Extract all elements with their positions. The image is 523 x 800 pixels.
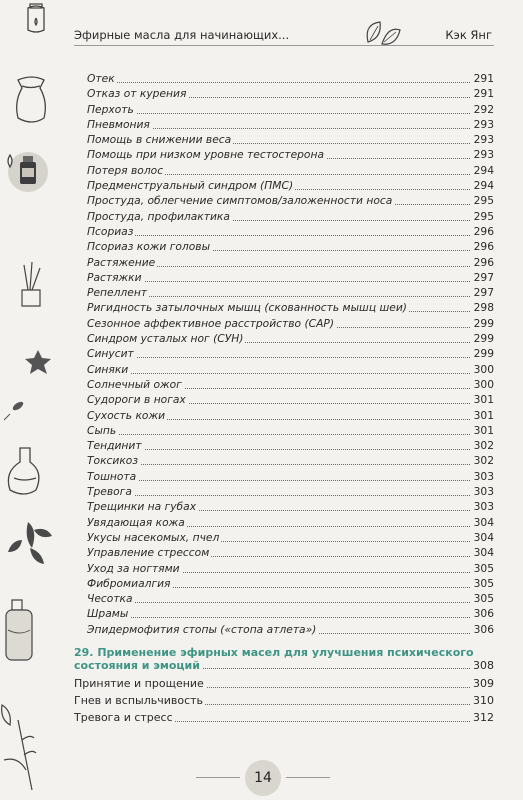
toc-entry-page: 294 [471, 163, 494, 178]
footer-rule-right [286, 777, 330, 778]
toc-entry-title: Растяжки [74, 270, 144, 285]
chapter-title-line2: состояния и эмоций [74, 658, 200, 672]
dot-leader [87, 602, 472, 603]
toc-entry-title: Трещинки на губах [74, 499, 198, 514]
toc-entry-title: Шрамы [74, 606, 130, 621]
dot-leader [87, 281, 472, 282]
toc-entry-page: 312 [470, 709, 494, 726]
lavender-sprig-icon [4, 400, 25, 420]
toc-entry-title: Гнев и вспыльчивость [74, 693, 204, 707]
toc-entry-title: Укусы насекомых, пчел [74, 530, 221, 545]
toc-entry-title: Синдром усталых ног (СУН) [74, 331, 245, 346]
toc-entry[interactable] [74, 255, 494, 270]
toc-entry-page: 300 [471, 362, 494, 377]
toc-entry-title: Псориаз кожи головы [74, 239, 212, 254]
dot-leader [87, 235, 472, 236]
toc-entry[interactable] [74, 163, 494, 178]
toc-entry-page: 302 [471, 453, 494, 468]
toc-entry-page: 303 [471, 499, 494, 514]
toc-entry-page: 295 [471, 193, 494, 208]
reed-diffuser-icon [22, 262, 40, 306]
toc-entry-title: Простуда, профилактика [74, 209, 232, 224]
toc-entry-page: 294 [471, 178, 494, 193]
dot-leader [87, 480, 472, 481]
toc-entry[interactable] [74, 515, 494, 530]
header-rule [74, 45, 494, 46]
toc-entry-title: Псориаз [74, 224, 135, 239]
toc-entry-page: 304 [471, 515, 494, 530]
dot-leader [87, 357, 472, 358]
toc-entry[interactable] [74, 484, 494, 499]
toc-entry-page: 305 [471, 576, 494, 591]
toc-entry-page: 299 [471, 316, 494, 331]
toc-entry[interactable] [74, 499, 494, 514]
toc-entry-title: Синяки [74, 362, 130, 377]
toc-entry-page: 299 [471, 346, 494, 361]
toc-entry-title: Тревога и стресс [74, 710, 173, 724]
dot-leader [87, 82, 472, 83]
toc-entry[interactable] [74, 438, 494, 453]
toc-entry-page: 298 [471, 300, 494, 315]
toc-entry[interactable] [74, 377, 494, 392]
toc-entry-page: 296 [471, 239, 494, 254]
toc-entry[interactable] [74, 530, 494, 545]
footer-rule-left [196, 777, 240, 778]
dot-leader [87, 449, 472, 450]
toc-entry-page: 291 [471, 86, 494, 101]
dot-leader [87, 113, 472, 114]
toc-entry[interactable] [74, 561, 494, 576]
toc-entry[interactable] [74, 709, 494, 726]
toc-entry-title: Предменструальный синдром (ПМС) [74, 178, 295, 193]
dot-leader [87, 617, 472, 618]
toc-entry-page: 296 [471, 255, 494, 270]
toc-entry-title: Токсикоз [74, 453, 140, 468]
toc-entry-page: 303 [471, 484, 494, 499]
toc-entry[interactable] [74, 469, 494, 484]
toc-entry[interactable] [74, 545, 494, 560]
toc-entry[interactable] [74, 102, 494, 117]
toc-entry[interactable] [74, 71, 494, 86]
toc-entry-title: Репеллент [74, 285, 149, 300]
toc-entry-title: Управление стрессом [74, 545, 211, 560]
toc-entry[interactable] [74, 675, 494, 692]
toc-entry-page: 305 [471, 591, 494, 606]
toc-entry-title: Простуда, облегчение симптомов/заложенности носа [74, 193, 394, 208]
toc-entry[interactable] [74, 362, 494, 377]
running-header [74, 24, 494, 48]
oil-burner-icon [28, 4, 44, 32]
toc-entry[interactable] [74, 392, 494, 407]
book-title: Эфирные масла для начинающих... [74, 28, 290, 42]
chapter-title-line1: 29. Применение эфирных масел для улучшения психического [74, 645, 474, 659]
toc-entry-page: 292 [471, 102, 494, 117]
toc-entry[interactable] [74, 147, 494, 162]
toc-entry[interactable] [74, 86, 494, 101]
toc-entry-title: Судороги в ногах [74, 392, 188, 407]
toc-entry[interactable] [74, 132, 494, 147]
toc-entry-page: 293 [471, 117, 494, 132]
toc-entry[interactable] [74, 622, 494, 637]
author-name: Кэк Янг [445, 28, 492, 42]
toc-entry-title: Фибромиалгия [74, 576, 172, 591]
toc-entry-page: 301 [471, 392, 494, 407]
toc-entry-title: Пневмония [74, 117, 152, 132]
dot-leader [87, 434, 472, 435]
toc-entry[interactable] [74, 606, 494, 621]
leaf-pair-icon [2, 705, 36, 790]
toc-entry-title: Растяжение [74, 255, 157, 270]
toc-entry-title: Сезонное аффективное расстройство (САР) [74, 316, 336, 331]
toc-entry-page: 305 [471, 561, 494, 576]
toc-entry-page: 310 [470, 692, 494, 709]
toc-entry-title: Тревога [74, 484, 134, 499]
herb-icon [8, 522, 52, 564]
toc-entry[interactable] [74, 300, 494, 315]
toc-entry[interactable] [74, 408, 494, 423]
decorative-margin [0, 0, 62, 800]
toc-entry-title: Принятие и прощение [74, 676, 204, 690]
toc-entry-page: 293 [471, 132, 494, 147]
toc-entry-title: Сыпь [74, 423, 118, 438]
toc-entry-page: 301 [471, 423, 494, 438]
toc-entry-page: 293 [471, 147, 494, 162]
toc-entry-page: 297 [471, 285, 494, 300]
spray-bottle-icon [6, 600, 32, 660]
toc-entry-page: 296 [471, 224, 494, 239]
toc-entry-title: Перхоть [74, 102, 136, 117]
toc-entry-page: 300 [471, 377, 494, 392]
toc-entry-title: Ригидность затылочных мышц (скованность мышц шеи) [74, 300, 409, 315]
toc-entry-title: Эпидермофития стопы («стопа атлета») [74, 622, 318, 637]
toc-entry-title: Помощь в снижении веса [74, 132, 233, 147]
toc-entry-title: Отек [74, 71, 117, 86]
toc-entry-page: 304 [471, 530, 494, 545]
toc-entry-page: 291 [471, 71, 494, 86]
toc-entry-page: 304 [471, 545, 494, 560]
toc-entry[interactable] [74, 193, 494, 208]
toc-entry-page: 303 [471, 469, 494, 484]
toc-entry[interactable] [74, 423, 494, 438]
dot-leader [87, 373, 472, 374]
toc-entry[interactable] [74, 591, 494, 606]
toc-entry-title: Потеря волос [74, 163, 165, 178]
toc-entry[interactable] [74, 224, 494, 239]
toc-entry-page: 297 [471, 270, 494, 285]
toc-entry-title: Помощь при низком уровне тестостерона [74, 147, 326, 162]
toc-entry-page: 301 [471, 408, 494, 423]
toc-entry[interactable] [74, 692, 494, 709]
toc-entry-page: 299 [471, 331, 494, 346]
toc-entry-title: Тошнота [74, 469, 138, 484]
toc-entry-title: Увядающая кожа [74, 515, 187, 530]
toc-entry[interactable] [74, 178, 494, 193]
toc-entry[interactable] [74, 576, 494, 591]
toc-entry[interactable] [74, 209, 494, 224]
sachet-icon [17, 77, 46, 122]
toc-entry-title: Сухость кожи [74, 408, 167, 423]
toc-entry-title: Тендинит [74, 438, 144, 453]
toc-entry-title: Солнечный ожог [74, 377, 184, 392]
toc-entry-page: 306 [471, 606, 494, 621]
toc-entry-title: Синусит [74, 346, 136, 361]
toc-entry[interactable] [74, 331, 494, 346]
flask-icon [8, 448, 39, 494]
toc-entry[interactable] [74, 346, 494, 361]
page-number: 14 [245, 760, 281, 796]
toc-entry-title: Чесотка [74, 591, 135, 606]
toc-entry-title: Уход за ногтями [74, 561, 182, 576]
toc-entry-page: 302 [471, 438, 494, 453]
toc-entry-page: 295 [471, 209, 494, 224]
toc-entry-page: 309 [470, 675, 494, 692]
toc-entry[interactable] [74, 117, 494, 132]
dot-leader [87, 464, 472, 465]
table-of-contents [74, 71, 494, 726]
dot-leader [87, 495, 472, 496]
chapter-heading[interactable] [74, 646, 494, 672]
toc-entry[interactable] [74, 285, 494, 300]
toc-entry-title: Отказ от курения [74, 86, 188, 101]
toc-entry-page: 306 [471, 622, 494, 637]
flower-icon [25, 350, 51, 374]
toc-entry[interactable] [74, 453, 494, 468]
chapter-page: 308 [470, 659, 494, 672]
toc-entry[interactable] [74, 239, 494, 254]
toc-entry[interactable] [74, 316, 494, 331]
toc-entry[interactable] [74, 270, 494, 285]
oil-bottle-icon [8, 152, 48, 192]
